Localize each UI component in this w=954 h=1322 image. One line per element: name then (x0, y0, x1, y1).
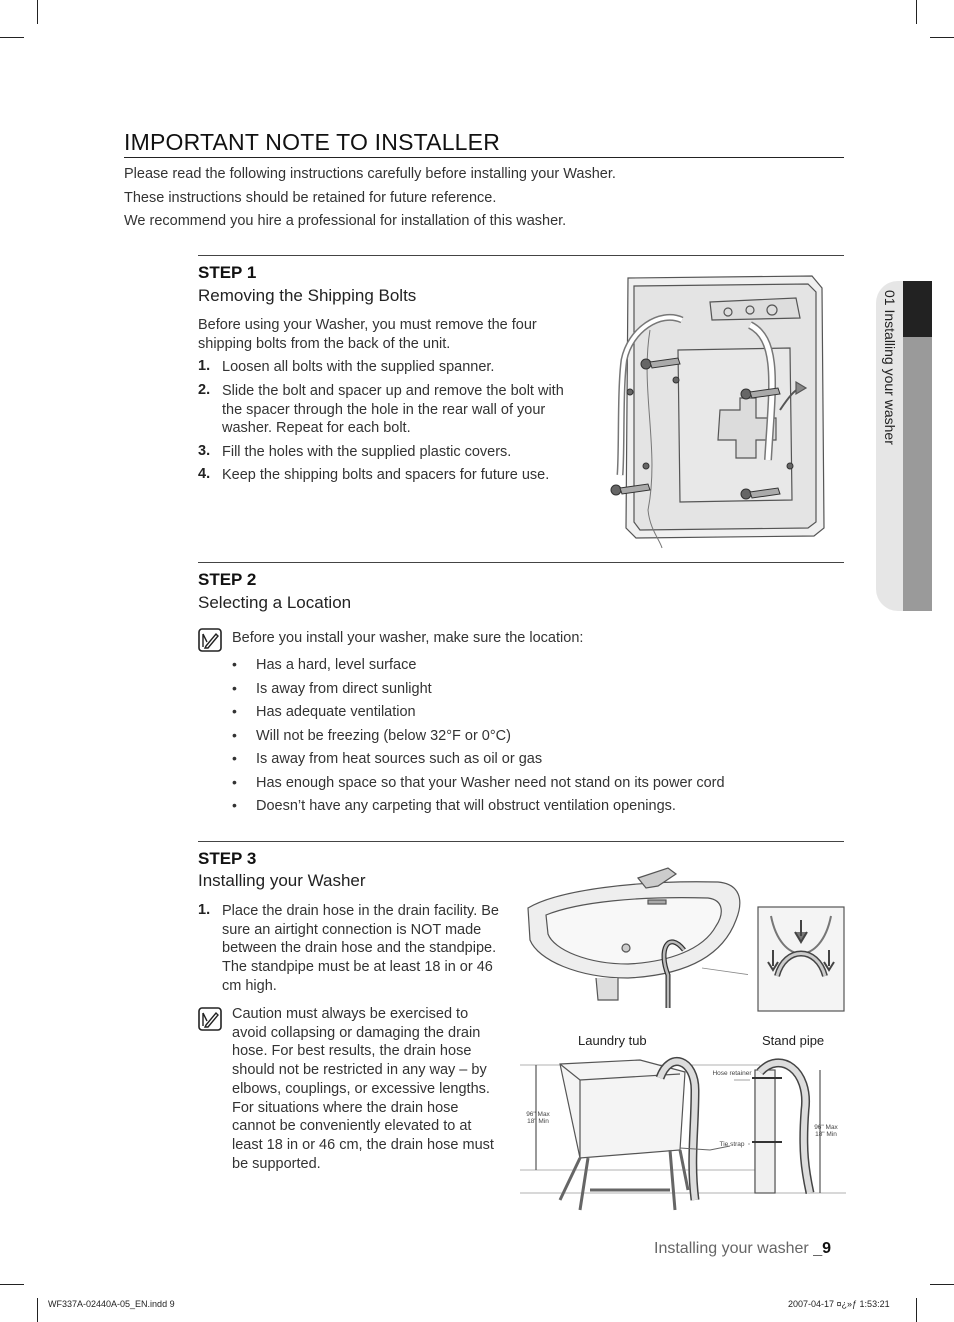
step1-subtitle: Removing the Shipping Bolts (198, 286, 417, 305)
sink-illustration (518, 860, 748, 1010)
location-requirement: Has a hard, level surface (256, 657, 417, 673)
tie-strap-label: Tie strap (719, 1141, 745, 1148)
step3-subtitle: Installing your Washer (198, 871, 366, 890)
step1-item-number: 3. (198, 443, 211, 459)
step-divider (198, 255, 844, 256)
step2-heading: STEP 2 (198, 570, 257, 589)
intro-line: Please read the following instructions carefully before installing your Washer. (124, 166, 616, 182)
step1-item: Slide the bolt and spacer up and remove the bolt with the spacer through the hole in the rear wall of your washer. Repeat for each bolt. (222, 383, 564, 437)
bullet: • (232, 797, 237, 813)
print-slug-left: WF337A-02440A-05_EN.indd 9 (48, 1299, 175, 1309)
step3-item-number: 1. (198, 902, 211, 918)
step1-item-number: 2. (198, 382, 211, 398)
washer-back-illustration (600, 270, 830, 555)
step1-item-number: 4. (198, 466, 211, 482)
step2-note: Before you install your washer, make sure the location: (232, 630, 584, 646)
page-number: 9 (822, 1240, 831, 1257)
chapter-tab-label: 01 Installing your washer (882, 290, 898, 445)
chapter-tab-marker (903, 281, 932, 337)
hose-retainer-label: Hose retainer (712, 1070, 752, 1077)
note-pencil-icon (198, 628, 222, 652)
hose-detail-inset (757, 906, 845, 1012)
bullet: • (232, 656, 237, 672)
intro-line: We recommend you hire a professional for installation of this washer. (124, 213, 567, 229)
step1-description: Before using your Washer, you must remove the four shipping bolts from the back of the unit. (198, 317, 537, 352)
bullet: • (232, 750, 237, 766)
crop-mark (930, 37, 954, 38)
crop-mark (37, 0, 38, 24)
print-slug-right: 2007-04-17 ¤¿»ƒ 1:53:21 (788, 1299, 890, 1309)
bullet: • (232, 680, 237, 696)
page-footer (654, 1240, 831, 1258)
step3-heading: STEP 3 (198, 849, 257, 868)
location-requirement: Has enough space so that your Washer need not stand on its power cord (256, 775, 725, 791)
location-requirement: Doesn’t have any carpeting that will obstruct ventilation openings. (256, 798, 676, 814)
page-title: IMPORTANT NOTE TO INSTALLER (124, 129, 501, 155)
crop-mark (0, 1284, 24, 1285)
location-requirement: Has adequate ventilation (256, 704, 416, 720)
step1-item: Loosen all bolts with the supplied spanner. (222, 359, 495, 375)
location-requirement: Is away from direct sunlight (256, 681, 432, 697)
drain-setup-illustration (520, 1050, 846, 1215)
title-divider (124, 157, 844, 158)
location-requirement: Will not be freezing (below 32°F or 0°C) (256, 728, 511, 744)
step1-item-number: 1. (198, 358, 211, 374)
height-range-right: 96" Max 18" Min (814, 1124, 838, 1138)
step2-subtitle: Selecting a Location (198, 593, 352, 612)
step1-item: Fill the holes with the supplied plastic covers. (222, 444, 512, 460)
step1-item: Keep the shipping bolts and spacers for future use. (222, 467, 550, 483)
crop-mark (37, 1298, 38, 1322)
crop-mark (930, 1284, 954, 1285)
step3-item: Place the drain hose in the drain facility. Be sure an airtight connection is NOT made between the drain hose and the standpipe. The standpipe must be at least 18 in or 46 cm high. (222, 903, 500, 994)
note-pencil-icon (198, 1007, 222, 1031)
height-range-left: 96" Max 18" Min (526, 1111, 550, 1125)
crop-mark (0, 37, 24, 38)
step-divider (198, 841, 844, 842)
step3-caution: Caution must always be exercised to avoid collapsing or damaging the drain hose. For best results, the drain hose should not be restricted in any way – by elbows, couplings, or excessive lengths. For situations where the drain hose cannot be conveniently elevated to at least 18 in or 46 cm, the drain hose must be supported. (232, 1006, 494, 1172)
laundry-tub-label: Laundry tub (578, 1033, 647, 1048)
crop-mark (916, 0, 917, 24)
step1-heading: STEP 1 (198, 263, 257, 282)
bullet: • (232, 774, 237, 790)
footer-section: Installing your washer _ (654, 1240, 823, 1257)
crop-mark (916, 1298, 917, 1322)
chapter-tab-bar (903, 337, 932, 611)
bullet: • (232, 727, 237, 743)
intro-line: These instructions should be retained for future reference. (124, 190, 497, 206)
bullet: • (232, 703, 237, 719)
step-divider (198, 562, 844, 563)
stand-pipe-label: Stand pipe (762, 1033, 825, 1048)
location-requirement: Is away from heat sources such as oil or gas (256, 751, 543, 767)
